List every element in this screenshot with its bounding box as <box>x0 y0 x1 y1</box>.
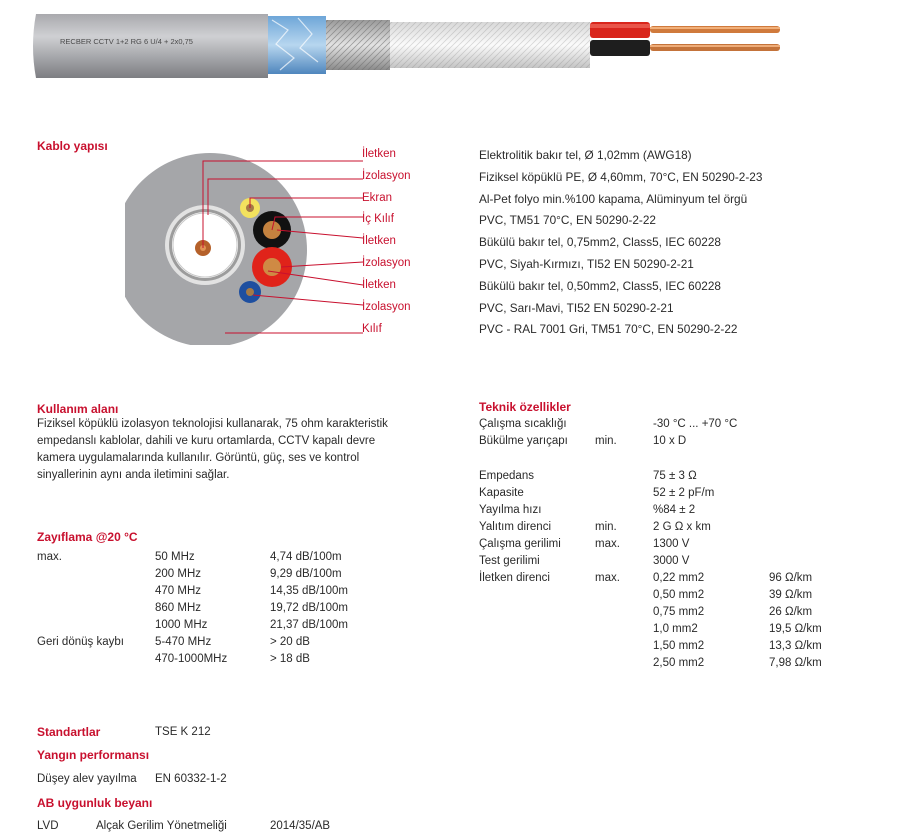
kullanim-line: sinyallerinin aynı anda iletimini sağlar. <box>37 469 230 481</box>
standartlar-value: TSE K 212 <box>155 726 211 738</box>
teknik-name: Test gerilimi <box>479 555 540 567</box>
yangin-label: Düşey alev yayılma <box>37 773 137 785</box>
zayiflama-freq: 50 MHz <box>155 551 195 563</box>
label-iletken-1: İletken <box>362 148 396 160</box>
zayiflama-freq: 860 MHz <box>155 602 202 614</box>
teknik-qual: min. <box>595 521 617 533</box>
iletken-val: 39 Ω/km <box>769 589 813 601</box>
teknik-val: 52 ± 2 pF/m <box>653 487 715 499</box>
teknik-title: Teknik özellikler <box>479 400 571 414</box>
return-loss-freq: 5-470 MHz <box>155 636 212 648</box>
return-loss-freq: 470-1000MHz <box>155 653 228 665</box>
yangin-title: Yangın performansı <box>37 748 150 762</box>
kullanim-text <box>37 416 388 484</box>
iletken-val: 26 Ω/km <box>769 606 813 618</box>
iletken-size: 0,75 mm2 <box>653 606 705 618</box>
cable-print <box>60 37 193 46</box>
desc-3: Al-Pet folyo min.%100 kapama, Alüminyum tel örgü <box>479 191 748 206</box>
desc-4: PVC, TM51 70°C, EN 50290-2-22 <box>479 213 656 228</box>
teknik-name: Yayılma hızı <box>479 504 542 516</box>
label-ic-kilif: İç Kılıf <box>362 213 394 225</box>
yangin-value: EN 60332-1-2 <box>155 773 227 785</box>
teknik-name: Bükülme yarıçapı <box>479 435 568 447</box>
desc-2: Fiziksel köpüklü PE, Ø 4,60mm, 70°C, EN 50290-2-23 <box>479 169 763 184</box>
cable-black-wire <box>590 40 780 56</box>
teknik-name: Kapasite <box>479 487 524 499</box>
iletken-size: 2,50 mm2 <box>653 657 705 669</box>
kullanim-line: Fiziksel köpüklü izolasyon teknolojisi kullanarak, 75 ohm karakteristik <box>37 418 388 430</box>
desc-7: Bükülü bakır tel, 0,50mm2, Class5, IEC 60228 <box>479 278 721 293</box>
teknik-val: 10 x D <box>653 435 687 447</box>
label-kilif: Kılıf <box>362 323 382 335</box>
teknik-val: 2 G Ω x km <box>653 521 711 533</box>
label-iletken-3: İletken <box>362 279 396 291</box>
zayiflama-title: Zayıflama @20 °C <box>37 530 138 544</box>
cable-jacket <box>33 14 268 78</box>
cable-print-text: RECBER CCTV 1+2 RG 6 U/4 + 2x0,75 <box>60 37 193 46</box>
teknik-qual: min. <box>595 435 617 447</box>
iletken-direnci-qual: max. <box>595 572 620 584</box>
label-izolasyon-3: İzolasyon <box>362 301 411 313</box>
structure-descriptions <box>479 145 762 341</box>
teknik-name: Empedans <box>479 470 534 482</box>
iletken-size: 0,22 mm2 <box>653 572 705 584</box>
ab-code: LVD <box>37 820 59 832</box>
ab-title: AB uygunluk beyanı <box>37 796 153 810</box>
cable-photo <box>0 0 910 90</box>
return-loss-label: Geri dönüş kaybı <box>37 636 124 648</box>
cable-inner-sheath <box>390 22 590 68</box>
cable-red-wire <box>590 22 780 38</box>
desc-8: PVC, Sarı-Mavi, TI52 EN 50290-2-21 <box>479 300 674 315</box>
iletken-direnci-label: İletken direnci <box>479 572 550 584</box>
return-loss-val: > 20 dB <box>270 636 310 648</box>
kullanim-line: kamera uygulamalarında kullanılır. Görüntü, güç, ses ve kontrol <box>37 452 360 464</box>
zayiflama-val: 14,35 dB/100m <box>270 585 349 597</box>
teknik-val: 3000 V <box>653 555 690 567</box>
standartlar-title: Standartlar <box>37 725 101 739</box>
label-izolasyon-1: İzolasyon <box>362 170 411 182</box>
desc-6: PVC, Siyah-Kırmızı, TI52 EN 50290-2-21 <box>479 256 694 271</box>
zayiflama-val: 19,72 dB/100m <box>270 602 349 614</box>
label-ekran: Ekran <box>362 192 393 204</box>
cable-cross-section <box>125 145 395 345</box>
zayiflama-val: 4,74 dB/100m <box>270 551 342 563</box>
desc-9: PVC - RAL 7001 Gri, TM51 70°C, EN 50290-2-22 <box>479 322 738 337</box>
kablo-yapisi-title: Kablo yapısı <box>37 139 108 153</box>
kullanim-line: empedanslı kablolar, dahili ve kuru ortamlarda, CCTV kapalı devre <box>37 435 376 447</box>
zayiflama-freq: 470 MHz <box>155 585 202 597</box>
teknik-val: %84 ± 2 <box>653 504 696 516</box>
ab-name: Alçak Gerilim Yönetmeliği <box>96 820 227 832</box>
cable-foil <box>268 16 326 74</box>
cable-braid <box>326 20 390 70</box>
return-loss-val: > 18 dB <box>270 653 310 665</box>
label-izolasyon-2: İzolasyon <box>362 257 411 269</box>
iletken-size: 1,0 mm2 <box>653 623 698 635</box>
iletken-val: 96 Ω/km <box>769 572 813 584</box>
desc-5: Bükülü bakır tel, 0,75mm2, Class5, IEC 60228 <box>479 235 721 250</box>
desc-1: Elektrolitik bakır tel, Ø 1,02mm (AWG18) <box>479 148 692 162</box>
zayiflama-val: 9,29 dB/100m <box>270 568 342 580</box>
iletken-val: 7,98 Ω/km <box>769 657 822 669</box>
iletken-size: 0,50 mm2 <box>653 589 705 601</box>
iletken-val: 13,3 Ω/km <box>769 640 822 652</box>
iletken-size: 1,50 mm2 <box>653 640 705 652</box>
teknik-val: -30 °C ... +70 °C <box>653 418 738 430</box>
iletken-val: 19,5 Ω/km <box>769 623 822 635</box>
zayiflama-max-label: max. <box>37 551 62 563</box>
teknik-val: 75 ± 3 Ω <box>653 470 697 482</box>
teknik-name: Yalıtım direnci <box>479 521 552 533</box>
zayiflama-freq: 1000 MHz <box>155 619 208 631</box>
label-iletken-2: İletken <box>362 235 396 247</box>
teknik-qual: max. <box>595 538 620 550</box>
zayiflama-freq: 200 MHz <box>155 568 202 580</box>
zayiflama-val: 21,37 dB/100m <box>270 619 349 631</box>
teknik-val: 1300 V <box>653 538 690 550</box>
ab-value: 2014/35/AB <box>270 820 331 832</box>
kullanim-title: Kullanım alanı <box>37 402 119 416</box>
teknik-name: Çalışma sıcaklığı <box>479 418 567 430</box>
teknik-name: Çalışma gerilimi <box>479 538 561 550</box>
